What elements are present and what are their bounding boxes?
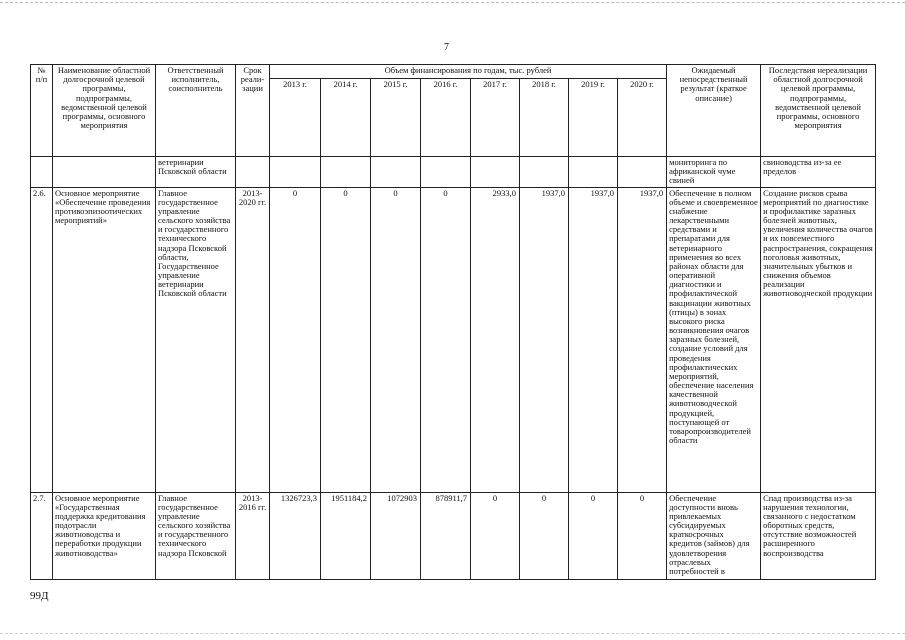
- scan-bottom-edge: [0, 633, 905, 634]
- cell-value: 1937,0: [618, 187, 667, 492]
- scan-top-edge: [0, 2, 905, 3]
- cell-value: 1072903: [371, 492, 421, 579]
- cell-term: 2013-2020 гг.: [236, 187, 270, 492]
- cell-value: [321, 157, 371, 188]
- cell-value: 0: [520, 492, 569, 579]
- cell-result: Обеспечение доступности вновь привлекаемых субсидируемых краткосрочных кредитов (займов) для удовлетворения отраслевых потребностей в: [667, 492, 761, 579]
- table-row: [31, 492, 876, 579]
- header-consequences: Последствия нереализации областной долгосрочной целевой программы, подпрограммы, ведомственной целевой программы, основного мероприятия: [761, 65, 876, 157]
- cell-consequences: Спад производства из-за нарушения технологии, связанного с недостатком оборотных средств, отсутствие возможностей расширенного воспроизводства: [761, 492, 876, 579]
- cell-consequences: Создание рисков срыва мероприятий по диагностике и профилактике заразных болезней животных, увеличения количества очагов и их повсеместного распространения, сокращения поголовья животных, значительных убытков и снижения объемов реализации животноводческой продукции: [761, 187, 876, 492]
- header-year: 2014 г.: [321, 79, 371, 157]
- cell-responsible: Главное государственное управление сельского хозяйства и государственного технического надзора Псковской области, Государственное управление ветеринарии Псковской области: [156, 187, 236, 492]
- header-name: Наименование областной долгосрочной целевой программы, подпрограммы, ведомственной целевой программы, основного мероприятия: [53, 65, 156, 157]
- header-year: 2013 г.: [270, 79, 321, 157]
- cell-value: [270, 157, 321, 188]
- cell-num: 2.6.: [31, 187, 53, 492]
- cell-responsible: ветеринарии Псковской области: [156, 157, 236, 188]
- table-row: [31, 187, 876, 492]
- header-year: 2015 г.: [371, 79, 421, 157]
- cell-value: 0: [471, 492, 520, 579]
- cell-num: 2.7.: [31, 492, 53, 579]
- cell-value: 2933,0: [471, 187, 520, 492]
- cell-name: [53, 157, 156, 188]
- cell-value: [371, 157, 421, 188]
- cell-value: [618, 157, 667, 188]
- cell-consequences: свиноводства из-за ее пределов: [761, 157, 876, 188]
- cell-term: [236, 157, 270, 188]
- cell-term: 2013-2016 гг.: [236, 492, 270, 579]
- header-year: 2017 г.: [471, 79, 520, 157]
- cell-value: 878911,7: [421, 492, 471, 579]
- cell-value: [520, 157, 569, 188]
- cell-value: 1951184,2: [321, 492, 371, 579]
- program-table: [30, 64, 876, 580]
- cell-value: 1326723,3: [270, 492, 321, 579]
- footer-code: 99Д: [30, 590, 49, 602]
- header-year: 2018 г.: [520, 79, 569, 157]
- cell-value: 0: [371, 187, 421, 492]
- cell-result: Обеспечение в полном объеме и своевременное снабжение лекарственными средствами и препаратами для ветеринарного применения во всех районах области для оперативной диагностики и профилактической вакцинации животных (птицы) в зонах высокого риска возникновения очагов заразных болезней, создание условий для проведения профилактических мероприятий, обеспечение населения качественной животноводческой продукцией, поступающей от товаропроизводителей области: [667, 187, 761, 492]
- cell-value: 0: [270, 187, 321, 492]
- header-financing: Объем финансирования по годам, тыс. рублей: [270, 65, 667, 79]
- cell-result: мониторинга по африканской чуме свиней: [667, 157, 761, 188]
- cell-responsible: Главное государственное управление сельского хозяйства и государственного технического надзора Псковской: [156, 492, 236, 579]
- cell-value: 0: [569, 492, 618, 579]
- cell-value: 0: [321, 187, 371, 492]
- header-year: 2020 г.: [618, 79, 667, 157]
- cell-value: 0: [618, 492, 667, 579]
- header-responsible: Ответственный исполнитель, соисполнитель: [156, 65, 236, 157]
- header-year: 2019 г.: [569, 79, 618, 157]
- cell-value: 1937,0: [569, 187, 618, 492]
- page-number: 7: [444, 42, 449, 53]
- cell-name: Основное мероприятие «Обеспечение проведения противоэпизоотических мероприятий»: [53, 187, 156, 492]
- header-year: 2016 г.: [421, 79, 471, 157]
- cell-num: [31, 157, 53, 188]
- table-row: [31, 157, 876, 188]
- cell-value: [471, 157, 520, 188]
- cell-value: 0: [421, 187, 471, 492]
- header-term: Срок реали-зации: [236, 65, 270, 157]
- header-num: № п/п: [31, 65, 53, 157]
- cell-value: [569, 157, 618, 188]
- cell-value: 1937,0: [520, 187, 569, 492]
- header-result: Ожидаемый непосредственный результат (краткое описание): [667, 65, 761, 157]
- cell-name: Основное мероприятие «Государственная поддержка кредитования подотрасли животноводства и переработки продукции животноводства»: [53, 492, 156, 579]
- cell-value: [421, 157, 471, 188]
